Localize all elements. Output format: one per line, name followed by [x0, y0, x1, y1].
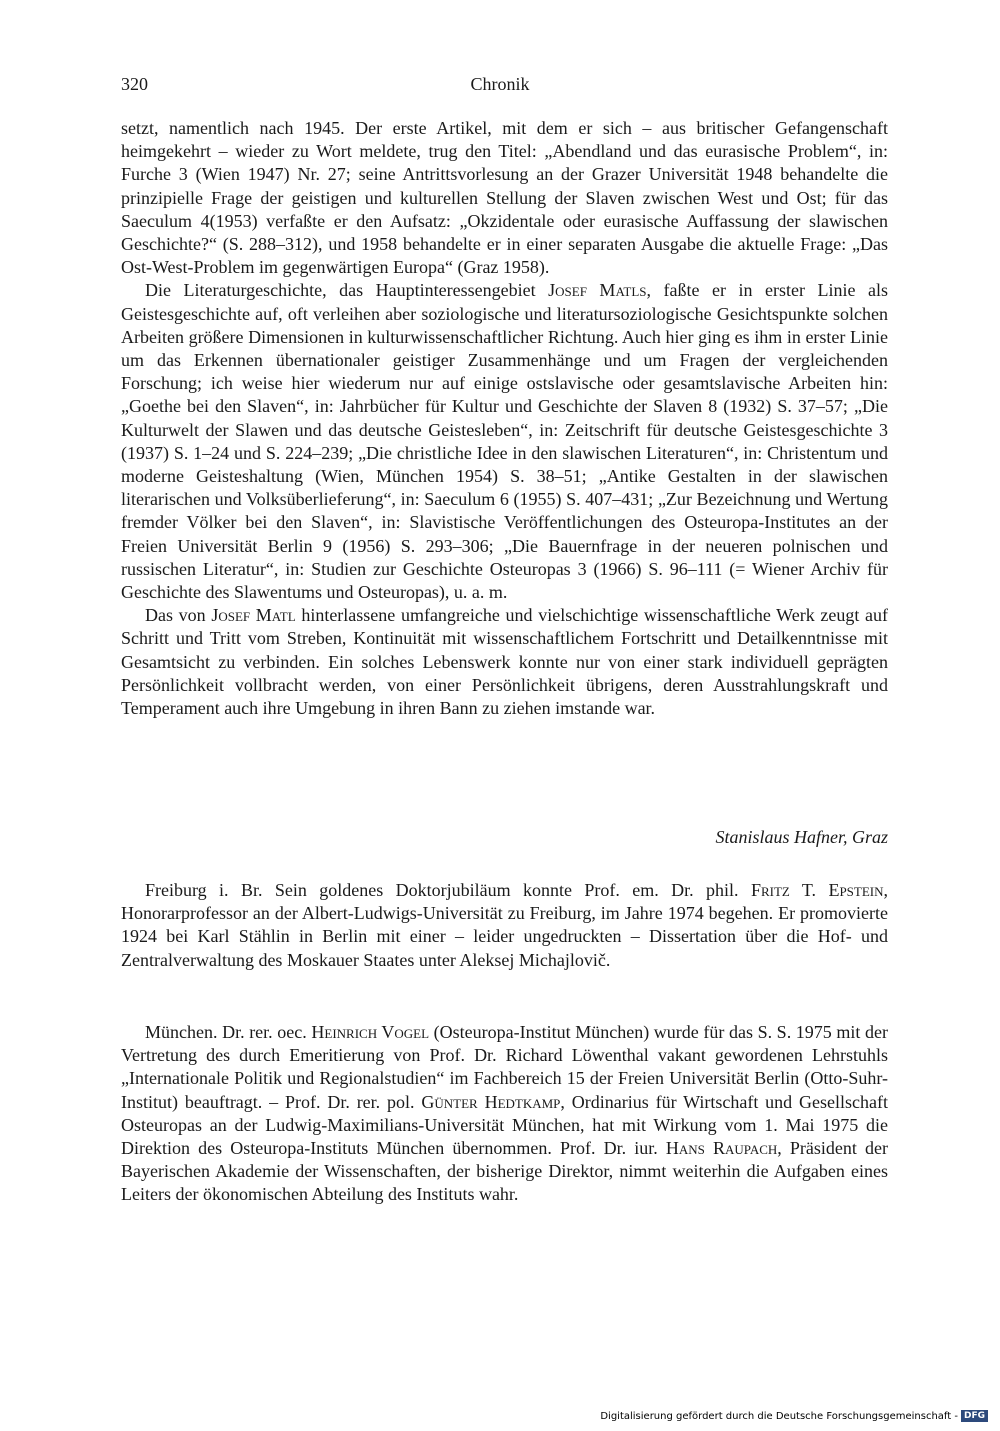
- text: Freiburg i. Br. Sein goldenes Doktorjubiläum konnte Prof. em. Dr. phil.: [145, 880, 739, 900]
- footer-text: Digitalisierung gefördert durch die Deutsche Forschungsgemeinschaft -: [600, 1410, 958, 1422]
- digitization-footer: [600, 1410, 988, 1422]
- obituary-matl: [121, 117, 888, 720]
- paragraph: [121, 879, 888, 972]
- text: , Präsident der Bayerischen Akademie der Wissenschaften, der bisherige Direktor, nimmt weiterhin die Aufgaben eines Leiters der ökonomischen Abteilung des Instituts wahr.: [121, 1138, 889, 1205]
- person-name: Heinrich Vogel: [311, 1022, 430, 1042]
- person-name: Josef Matl: [211, 605, 296, 626]
- person-name: Fritz T. Epstein: [750, 880, 884, 900]
- text: , Honorarprofessor an der Albert-Ludwigs-Universität zu Freiburg, im Jahre 1974 begehen. Er promovierte 1924 bei Karl Stählin in Berlin mit einer – leider ungedruckten – Dissertation über die Hof- und Zentralverwaltung des Moskauer Staates unter Aleksej Michajlovič.: [121, 880, 888, 970]
- text: , faßte er in erster Linie als Geistesgeschichte auf, oft verleihen aber soziologische und literatursoziologische Gesichtspunkte solchen Arbeiten größere Dimensionen in kulturwissenschaftlicher Richtung. Auch hier ging es ihm in erster Linie um das Erkennen übernationaler geistiger Zusammenhänge und um Fragen der vergleichenden Forschung; ich weise hier wiederum nur auf einige ostslavische oder gesamtslavische Arbeiten hin: „Goethe bei den Slaven“, in: Jahrbücher für Kultur und Geschichte der Slaven 8 (1932) S. 37–57; „Die Kulturwelt der Slawen und das deutsche Geistesleben“, in: Zeitschrift für deutsche Geistesgeschichte 3 (1937) S. 1–24 und S. 224–239; „Die christliche Idee in den slawischen Literaturen“, in: Christentum und moderne Geisteshaltung (Wien, München 1954) S. 38–51; „Antike Gestalten in der slawischen literarischen und Volksüberlieferung“, in: Saeculum 6 (1955) S. 407–431; „Zur Bezeichnung und Wertung fremder Völker bei den Slaven“, in: Slavistische Veröffentlichungen des Osteuropa-Institutes an der Freien Universität Berlin 9 (1956) S. 293–306; „Die Bauernfrage in der neueren polnischen und russischen Literatur“, in: Studien zur Geschichte Osteuropas 3 (1966) S. 96–111 (= Wiener Archiv für Geschichte des Slawentums und Osteuropas), u. a. m.: [121, 280, 889, 603]
- running-head: Chronik: [470, 74, 530, 94]
- paragraph: [121, 1021, 888, 1207]
- person-name: Günter Hedtkamp: [421, 1091, 561, 1112]
- paragraph: [121, 604, 888, 720]
- news-muenchen: [121, 1021, 888, 1207]
- paragraph: setzt, namentlich nach 1945. Der erste Artikel, mit dem er sich – aus britischer Gefangenschaft heimgekehrt – wieder zu Wort meldete, trug den Titel: „Abendland und das eurasische Problem“, in: Furche 3 (Wien 1947) Nr. 27; seine Antrittsvorlesung an der Grazer Universität 1948 behandelte die prinzipielle Frage der geistigen und kulturellen Stellung der Slaven zwischen West und Ost; für das Saeculum 4(1953) verfaßte er den Aufsatz: „Okzidentale oder eurasische Auffassung der slawischen Geschichte?“ (S. 288–312), und 1958 behandelte er in einer separaten Ausgabe die aktuelle Frage: „Das Ost-West-Problem im gegenwärtigen Europa“ (Graz 1958).: [121, 118, 888, 278]
- person-name: Josef Matls: [548, 280, 647, 301]
- text: München. Dr. rer. oec.: [145, 1022, 307, 1042]
- dfg-logo-icon: DFG: [961, 1410, 988, 1422]
- text: Das von: [145, 605, 206, 626]
- author-signature: Stanislaus Hafner, Graz: [715, 827, 888, 847]
- page-number: 320: [121, 74, 148, 94]
- person-name: Hans Raupach: [665, 1138, 778, 1159]
- text: (Osteuropa-Institut München) wurde für das S. S. 1975 mit der Vertretung des durch Emeritierung von Prof. Dr. Richard Löwenthal vakant gewordenen Lehrstuhls „Internationale Politik und Regionalstudien“ im Fachbereich 15 der Freien Universität Berlin (Otto-Suhr-Institut) beauftragt. – Prof. Dr. rer. pol.: [121, 1022, 888, 1112]
- text: hinterlassene umfangreiche und vielschichtige wissenschaftliche Werk zeugt auf Schritt und Tritt vom Streben, Kontinuität mit wissenschaftlichem Fortschritt und Detailkenntnisse mit Gesamtsicht zu verbinden. Ein solches Lebenswerk konnte nur von einer stark individuell geprägten Persönlichkeit vollbracht werden, von einer Persönlichkeit übrigens, deren Ausstrahlungskraft und Temperament auch ihre Umgebung in ihren Bann zu ziehen imstande war.: [121, 605, 888, 719]
- text: , Ordinarius für Wirtschaft und Gesellschaft Osteuropas an der Ludwig-Maximilians-Universität München, hat mit Wirkung vom 1. Mai 1975 die Direktion des Osteuropa-Instituts München übernommen. Prof. Dr. iur.: [121, 1091, 888, 1159]
- news-freiburg: [121, 879, 888, 972]
- paragraph: [121, 279, 888, 604]
- text: Die Literaturgeschichte, das Hauptinteressengebiet: [145, 280, 536, 301]
